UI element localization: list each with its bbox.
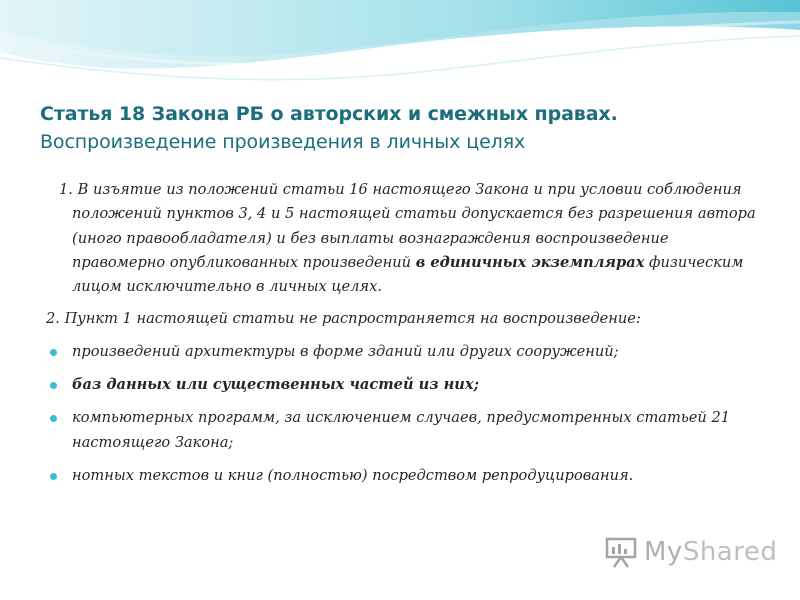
- watermark-text: [644, 537, 777, 567]
- bullet-text: баз данных или существенных частей из них;: [72, 376, 479, 394]
- paragraph-1-text-before: В изъятие из положений статьи 16 настоящего Закона и при условии соблюдения положений пунктов 3, 4 и 5 настоящей статьи допускается без разрешения автора (иного правообладателя) и без выплаты вознаграждения воспроизведение правомерно опубликованных произведений: [72, 181, 756, 271]
- bullet-item: [46, 373, 766, 397]
- paragraph-1-bold-text: в единичных экземплярах: [415, 253, 645, 271]
- paragraph-1-text-after: физическим лицом исключительно в личных целях.: [72, 253, 744, 296]
- watermark-text-shared: Shared: [682, 537, 778, 567]
- bullet-text: произведений архитектуры в форме зданий или других сооружений;: [72, 342, 619, 360]
- slide-title-sub: Воспроизведение произведения в личных целях: [40, 131, 526, 153]
- bullet-dot-icon: [50, 382, 57, 389]
- presentation-board-icon: [604, 535, 638, 569]
- paragraph-1-number: 1.: [59, 181, 73, 198]
- bullet-text: компьютерных программ, за исключением случаев, предусмотренных статьей 21 настоящего Закона;: [72, 409, 731, 451]
- paragraph-1: [46, 178, 766, 299]
- slide-content: [46, 178, 766, 497]
- bullet-item: [46, 340, 766, 364]
- bullet-list: [46, 340, 766, 488]
- paragraph-2: 2. Пункт 1 настоящей статьи не распространяется на воспроизведение:: [46, 310, 641, 328]
- bullet-dot-icon: [50, 349, 57, 356]
- decorative-wave-header: [0, 0, 800, 90]
- bullet-item: [46, 464, 766, 488]
- bullet-item: [46, 406, 766, 455]
- bullet-dot-icon: [50, 473, 57, 480]
- watermark-text-my: My: [644, 537, 683, 567]
- bullet-text: нотных текстов и книг (полностью) посредством репродуцирования.: [72, 466, 634, 484]
- bullet-dot-icon: [50, 415, 57, 422]
- slide-title: [40, 100, 780, 156]
- slide-title-main: Статья 18 Закона РБ о авторских и смежных правах.: [40, 103, 618, 125]
- myshared-watermark: [604, 534, 777, 570]
